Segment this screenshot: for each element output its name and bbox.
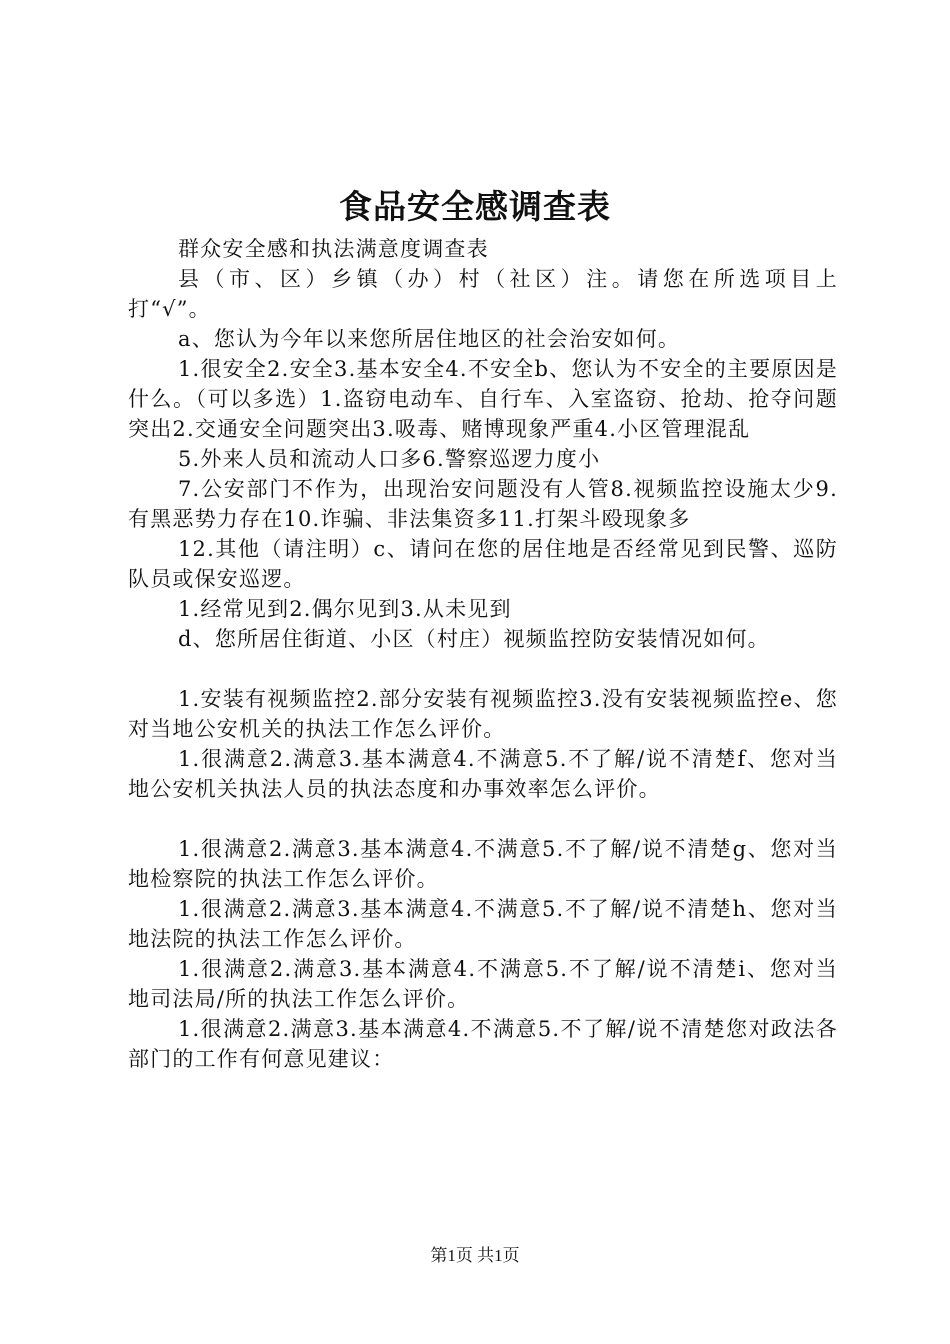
paragraph-options-c: 1.经常见到2.偶尔见到3.从未见到 [178,597,512,621]
document-body [128,234,838,1074]
paragraph-instructions: 县（市、区）乡镇（办）村（社区）注。请您在所选项目上打“√”。 [128,267,838,321]
paragraph-options-b-5-6: 5.外来人员和流动人口多6.警察巡逻力度小 [178,447,601,471]
paragraph-question-d: d、您所居住街道、小区（村庄）视频监控防安装情况如何。 [178,627,770,651]
paragraph-options-f-question-g: 1.很满意2.满意3.基本满意4.不满意5.不了解/说不清楚g、您对当地检察院的执法工作怎么评价。 [128,837,838,891]
paragraph-option-b-12-question-c: 12.其他（请注明）c、请问在您的居住地是否经常见到民警、巡防队员或保安巡逻。 [128,537,838,591]
paragraph-options-b-7-11: 7.公安部门不作为，出现治安问题没有人管8.视频监控设施太少9.有黑恶势力存在10.诈骗、非法集资多11.打架斗殴现象多 [128,477,838,531]
page-number-footer: 第1页 共1页 [430,1246,520,1265]
paragraph-question-a: a、您认为今年以来您所居住地区的社会治安如何。 [178,327,681,351]
paragraph-survey-name: 群众安全感和执法满意度调查表 [178,237,489,261]
document-title: 食品安全感调查表 [339,187,611,226]
paragraph-options-g-question-h: 1.很满意2.满意3.基本满意4.不满意5.不了解/说不清楚h、您对当地法院的执法工作怎么评价。 [128,897,838,951]
paragraph-options-d-question-e: 1.安装有视频监控2.部分安装有视频监控3.没有安装视频监控e、您对当地公安机关的执法工作怎么评价。 [128,687,838,741]
paragraph-options-a-question-b: 1.很安全2.安全3.基本安全4.不安全b、您认为不安全的主要原因是什么。（可以多选）1.盗窃电动车、自行车、入室盗窃、抢劫、抢夺问题突出2.交通安全问题突出3.吸毒、赌博现象严重4.小区管理混乱 [128,357,838,441]
paragraph-options-e-question-f: 1.很满意2.满意3.基本满意4.不满意5.不了解/说不清楚f、您对当地公安机关执法人员的执法态度和办事效率怎么评价。 [128,747,838,801]
paragraph-options-h-question-i: 1.很满意2.满意3.基本满意4.不满意5.不了解/说不清楚i、您对当地司法局/所的执法工作怎么评价。 [128,957,838,1011]
paragraph-options-i-suggestions: 1.很满意2.满意3.基本满意4.不满意5.不了解/说不清楚您对政法各部门的工作有何意见建议： [128,1017,838,1071]
